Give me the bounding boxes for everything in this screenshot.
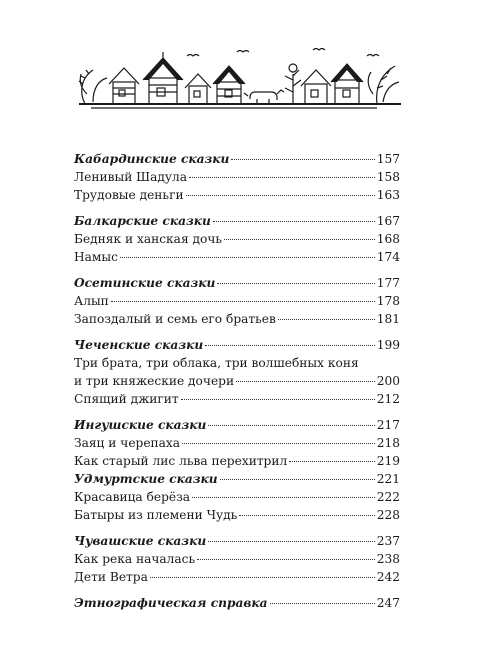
- toc-page-number: 163: [376, 188, 400, 202]
- dot-leader: [213, 221, 375, 222]
- dot-leader: [278, 319, 375, 320]
- toc-title: Этнографическая справка: [74, 596, 268, 610]
- dot-leader: [217, 283, 374, 284]
- toc-page-number: 222: [376, 490, 400, 504]
- toc-entry-trudovye-dengi[interactable]: [74, 186, 400, 204]
- toc-entry-zayats[interactable]: [74, 434, 400, 452]
- dot-leader: [120, 257, 375, 258]
- toc-page-number: 217: [376, 418, 400, 432]
- toc-title: Чеченские сказки: [74, 338, 204, 352]
- dot-leader: [208, 425, 374, 426]
- dot-leader: [289, 461, 375, 462]
- toc-title: Ленивый Шадула: [74, 170, 188, 184]
- toc-entry-namys[interactable]: [74, 248, 400, 266]
- dot-leader: [111, 301, 375, 302]
- dot-leader: [189, 177, 375, 178]
- toc-page-number: 168: [376, 232, 400, 246]
- toc-page-number: 237: [376, 534, 400, 548]
- toc-entry-krasavitsa[interactable]: [74, 488, 400, 506]
- toc-entry-tri-brata-1[interactable]: [74, 354, 400, 372]
- toc-entry-alyp[interactable]: [74, 292, 400, 310]
- toc-title: Батыры из племени Чудь: [74, 508, 238, 522]
- toc-page-number: 157: [376, 152, 400, 166]
- toc-title: Как старый лис льва перехитрил: [74, 454, 288, 468]
- toc-entry-bednyak[interactable]: [74, 230, 400, 248]
- toc-page-number: 200: [376, 374, 400, 388]
- toc-page-number: 199: [376, 338, 400, 352]
- toc-title: Заяц и черепаха: [74, 436, 181, 450]
- dot-leader: [192, 497, 375, 498]
- toc-section-kabardinskie[interactable]: [74, 150, 400, 168]
- toc-page-number: 247: [376, 596, 400, 610]
- toc-page-number: 174: [376, 250, 400, 264]
- toc-title: Бедняк и ханская дочь: [74, 232, 223, 246]
- toc-title: Трудовые деньги: [74, 188, 184, 202]
- toc-title: Как река началась: [74, 552, 196, 566]
- dot-leader: [181, 399, 375, 400]
- dot-leader: [182, 443, 375, 444]
- dot-leader: [150, 577, 375, 578]
- toc-page-number: 167: [376, 214, 400, 228]
- dot-leader: [236, 381, 375, 382]
- toc-title: Красавица берёза: [74, 490, 191, 504]
- dot-leader: [186, 195, 375, 196]
- toc-title: Спящий джигит: [74, 392, 179, 406]
- dot-leader: [231, 159, 374, 160]
- dot-leader: [205, 345, 375, 346]
- dot-leader: [197, 559, 375, 560]
- toc-section-etnograf[interactable]: [74, 594, 400, 612]
- toc-section-ingushskie[interactable]: [74, 416, 400, 434]
- toc-title: Чувашские сказки: [74, 534, 207, 548]
- toc-entry-lenivy-shadula[interactable]: [74, 168, 400, 186]
- toc-page-number: 218: [376, 436, 400, 450]
- toc-title: Алып: [74, 294, 109, 308]
- toc-page-number: 158: [376, 170, 400, 184]
- toc-page-number: 212: [376, 392, 400, 406]
- toc-section-osetinskie[interactable]: [74, 274, 400, 292]
- toc-title: Три брата, три облака, три волшебных коня: [74, 356, 359, 370]
- toc-title: Запоздалый и семь его братьев: [74, 312, 276, 326]
- toc-page-number: 238: [376, 552, 400, 566]
- toc-section-udmurtskie[interactable]: [74, 470, 400, 488]
- toc-section-balkarskie[interactable]: [74, 212, 400, 230]
- toc-entry-deti-vetra[interactable]: [74, 568, 400, 586]
- village-landscape-icon: [77, 44, 403, 114]
- toc-entry-zapozdaly[interactable]: [74, 310, 400, 328]
- toc-page-number: 242: [376, 570, 400, 584]
- dot-leader: [270, 603, 375, 604]
- toc-title: Удмуртские сказки: [74, 472, 218, 486]
- dot-leader: [239, 515, 374, 516]
- toc-title: Балкарские сказки: [74, 214, 211, 228]
- toc-title: Ингушские сказки: [74, 418, 207, 432]
- toc-page-number: 177: [376, 276, 400, 290]
- toc-entry-kak-stary-lis[interactable]: [74, 452, 400, 470]
- dot-leader: [224, 239, 375, 240]
- toc-title: Кабардинские сказки: [74, 152, 230, 166]
- toc-entry-spyashchy[interactable]: [74, 390, 400, 408]
- toc-title: и три княжеские дочери: [74, 374, 235, 388]
- dot-leader: [208, 541, 375, 542]
- toc-page-number: 178: [376, 294, 400, 308]
- toc-entry-batyry[interactable]: [74, 506, 400, 524]
- toc-page-number: 181: [376, 312, 400, 326]
- toc-title: Дети Ветра: [74, 570, 148, 584]
- dot-leader: [220, 479, 375, 480]
- toc-entry-kak-reka[interactable]: [74, 550, 400, 568]
- toc-title: Намыс: [74, 250, 118, 264]
- toc-entry-tri-brata-2[interactable]: [74, 372, 400, 390]
- toc-page-number: 228: [376, 508, 400, 522]
- toc-page-number: 219: [376, 454, 400, 468]
- toc-section-chechenskie[interactable]: [74, 336, 400, 354]
- toc-title: Осетинские сказки: [74, 276, 216, 290]
- toc-page-number: 221: [376, 472, 400, 486]
- toc-section-chuvashskie[interactable]: [74, 532, 400, 550]
